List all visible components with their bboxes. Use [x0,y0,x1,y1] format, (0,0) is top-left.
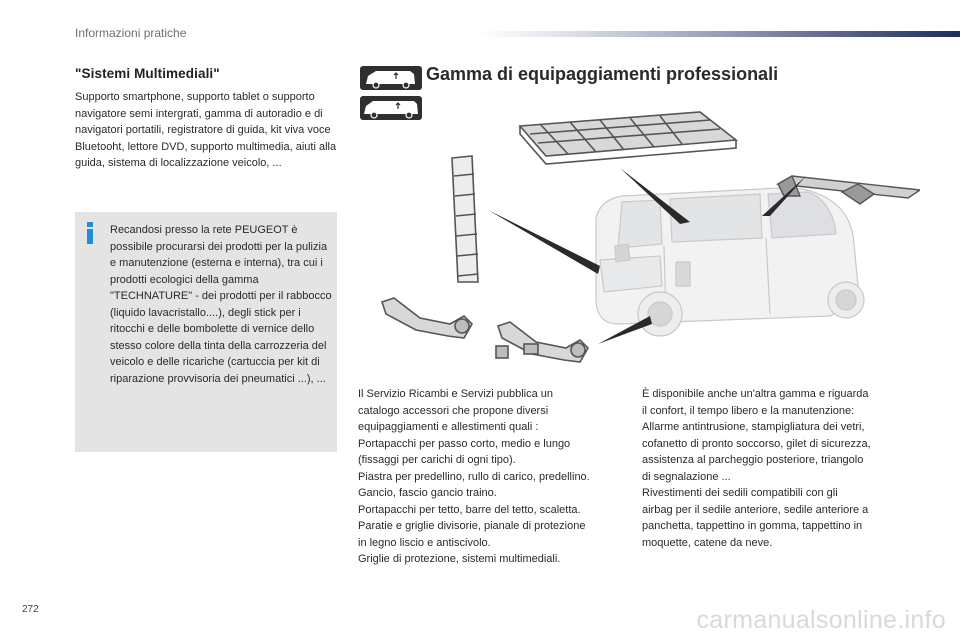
tow-hook-illustration [382,298,472,338]
main-column-2: È disponibile anche un'altra gamma e riguarda il confort, il tempo libero e la manutenzione: Allarme antintrusione, stampigliatura dei vetri, cofanetto di pronto soccorso, gilet di sicurezza, assistenza al parcheggio posteriore, triangolo di segnalazione ... Rivestimenti dei sedili compatibili con gli airbag per il sedile anteriore, sedile anteriore a panchetta, tappettino in gomma, tappettino in moquette, catene da neve. [642,388,871,549]
info-icon [84,222,96,244]
header-gradient-bar [478,31,960,37]
left-section-title: "Sistemi Multimediali" [75,66,220,81]
accessories-illustration [360,110,920,380]
main-column-1: Il Servizio Ricambi e Servizi pubblica un catalogo accessori che propone diversi equipaggiamenti e allestimenti quali : Portapacchi per passo corto, medio e lungo (fissaggi per carichi di ogni tipo). Piastra per predellino, rullo di carico, predellino. Gancio, fascio gancio traino. Portapacchi per tetto, barre del tetto, scaletta. Paratie e griglie divisorie, pianale di protezione in legno liscio e antiscivolo. Griglie di protezione, sistemi multimediali. [358,388,590,565]
van-illustration [596,188,864,336]
ladder-illustration [452,156,478,282]
page-number: 272 [22,604,39,615]
main-section-title: Gamma di equipaggiamenti professionali [426,64,779,84]
info-box-text: Recandosi presso la rete PEUGEOT è possibile procurarsi dei prodotti per la pulizia e manutenzione (esterna e interna), tra cui i prodotti ecologici della gamma "TECHNATURE" - dei prodotti per il rabbocco (liquido lavacristallo....), degli stick per i ritocchi e delle bombolette di vernice dello stesso colore della tinta della carrozzeria del veicolo e delle ricariche (cartuccia per kit di riparazione provvisoria dei pneumatici ...), ... [110,224,332,385]
header-section-title: Informazioni pratiche [75,26,187,40]
tow-hook-kit-illustration [496,322,588,362]
left-section-body: Supporto smartphone, supporto tablet o supporto navigatore semi intergrati, gamma di autoradio e di navigatori portatili, registratore di guida, kit viva voce Bluetooht, lettore DVD, supporto multimedia, aiuti alla guida, sistema di localizzazione veicolo, ... [75,91,337,169]
roof-rack-illustration [520,112,736,164]
van-short-icon [360,66,422,90]
info-box [75,212,337,452]
watermark: carmanualsonline.info [696,606,946,634]
